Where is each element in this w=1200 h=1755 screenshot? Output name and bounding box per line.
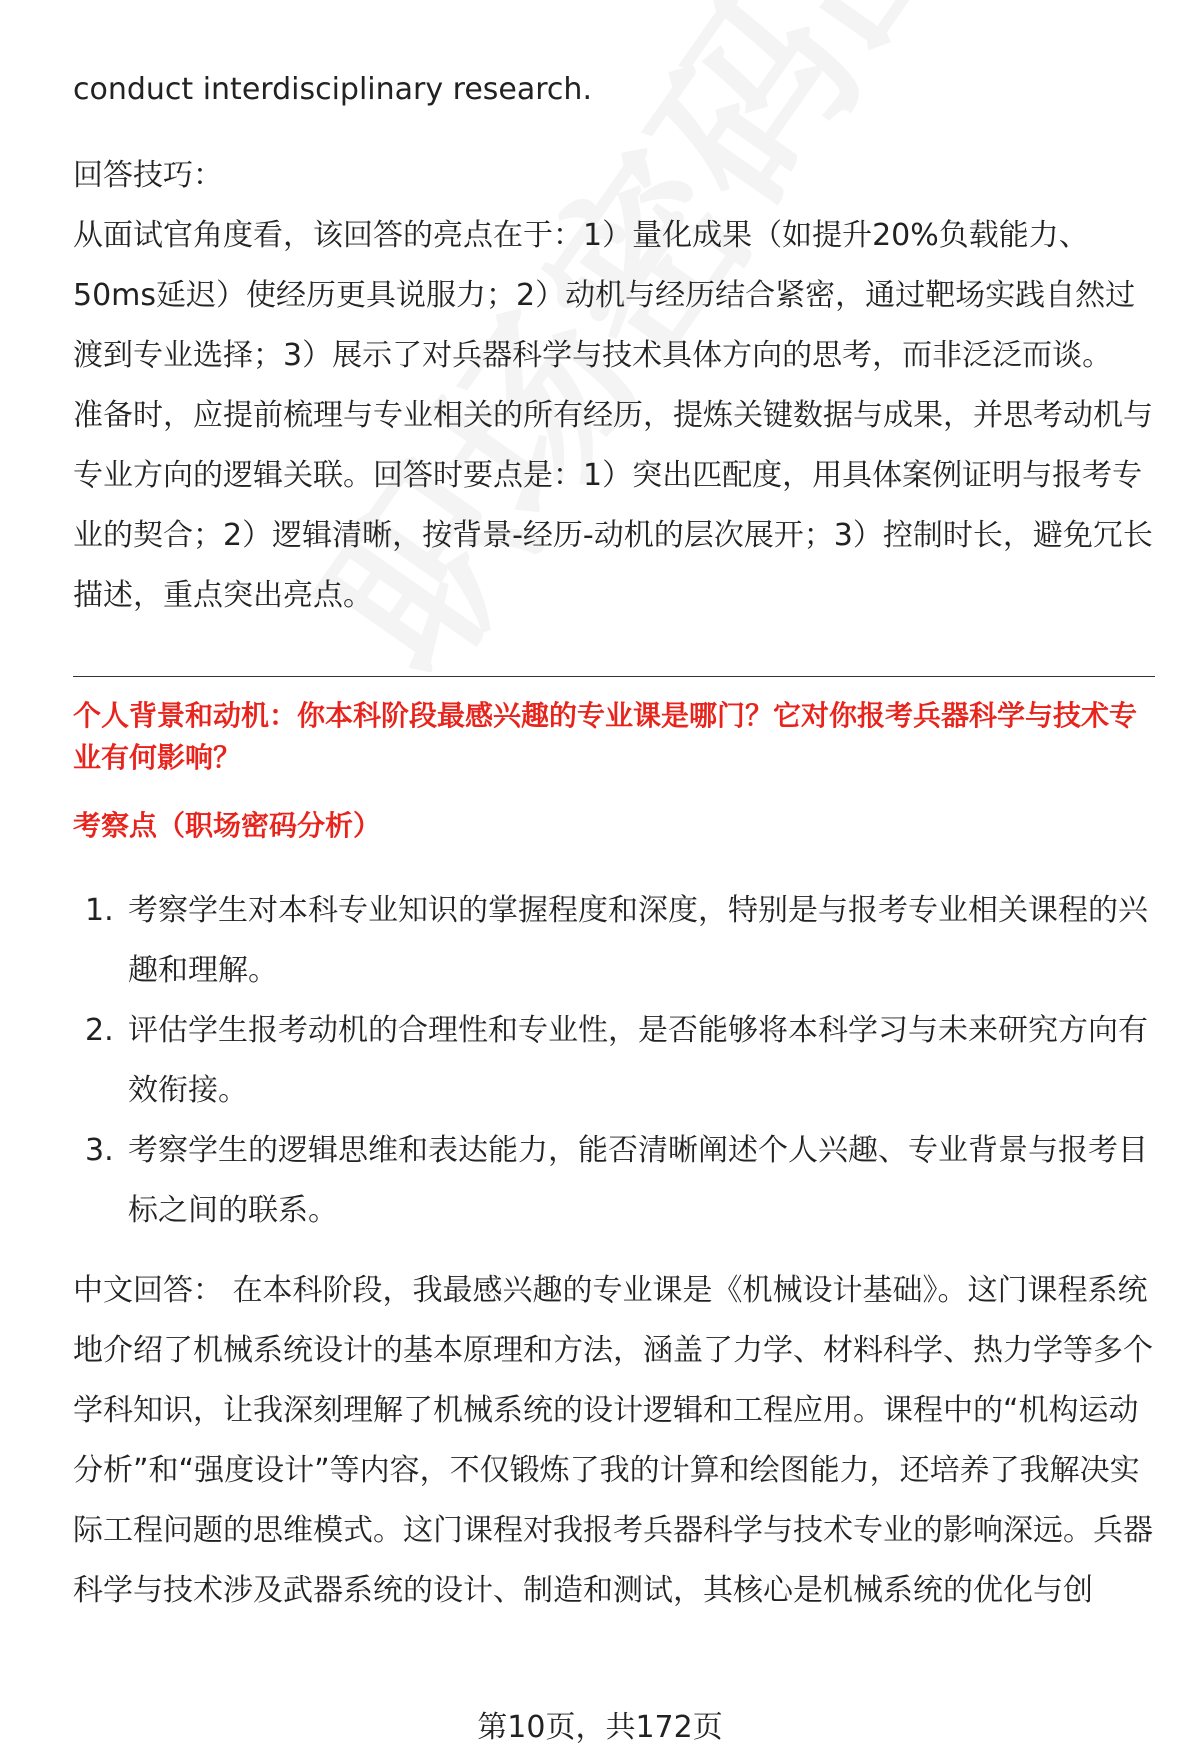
- list-number: 3.: [85, 1133, 114, 1168]
- list-item: [73, 1001, 1155, 1121]
- list-item: [73, 881, 1155, 1001]
- list-text: 考察学生对本科专业知识的掌握程度和深度，特别是与报考专业相关课程的兴趣和理解。: [128, 893, 1148, 988]
- chinese-answer: 中文回答： 在本科阶段，我最感兴趣的专业课是《机械设计基础》。这门课程系统地介绍了机械系统设计的基本原理和方法，涵盖了力学、材料科学、热力学等多个学科知识，让我深刻理解了机械系统的设计逻辑和工程应用。课程中的“机构运动分析”和“强度设计”等内容，不仅锻炼了我的计算和绘图能力，还培养了我解决实际工程问题的思维模式。这门课程对我报考兵器科学与技术专业的影响深远。兵器科学与技术涉及武器系统的设计、制造和测试，其核心是机械系统的优化与创: [73, 1273, 1153, 1608]
- document-body: [73, 60, 1155, 1621]
- continued-text: conduct interdisciplinary research.: [73, 72, 592, 107]
- list-item: [73, 1121, 1155, 1241]
- list-number: 1.: [85, 893, 114, 928]
- tips-paragraph-2: 准备时，应提前梳理与专业相关的所有经历，提炼关键数据与成果，并思考动机与专业方向的逻辑关联。回答时要点是：1）突出匹配度，用具体案例证明与报考专业的契合；2）逻辑清晰，按背景-经历-动机的层次展开；3）控制时长，避免冗长描述，重点突出亮点。: [73, 398, 1153, 613]
- tips-label: 回答技巧：: [73, 158, 223, 193]
- list-text: 考察学生的逻辑思维和表达能力，能否清晰阐述个人兴趣、专业背景与报考目标之间的联系。: [128, 1133, 1148, 1228]
- section-heading: 考察点（职场密码分析）: [73, 809, 382, 842]
- question-title: 个人背景和动机：你本科阶段最感兴趣的专业课是哪门？它对你报考兵器科学与技术专业有何影响？: [73, 699, 1138, 774]
- page-number: 第10页，共172页: [477, 1710, 723, 1745]
- tips-paragraph-1: 从面试官角度看，该回答的亮点在于：1）量化成果（如提升20%负载能力、50ms延迟）使经历更具说服力；2）动机与经历结合紧密，通过靶场实践自然过渡到专业选择；3）展示了对兵器科学与技术具体方向的思考，而非泛泛而谈。: [73, 218, 1136, 373]
- list-text: 评估学生报考动机的合理性和专业性，是否能够将本科学习与未来研究方向有效衔接。: [128, 1013, 1148, 1108]
- section-divider: [73, 676, 1155, 677]
- list-number: 2.: [85, 1013, 114, 1048]
- evaluation-points-list: [73, 881, 1155, 1241]
